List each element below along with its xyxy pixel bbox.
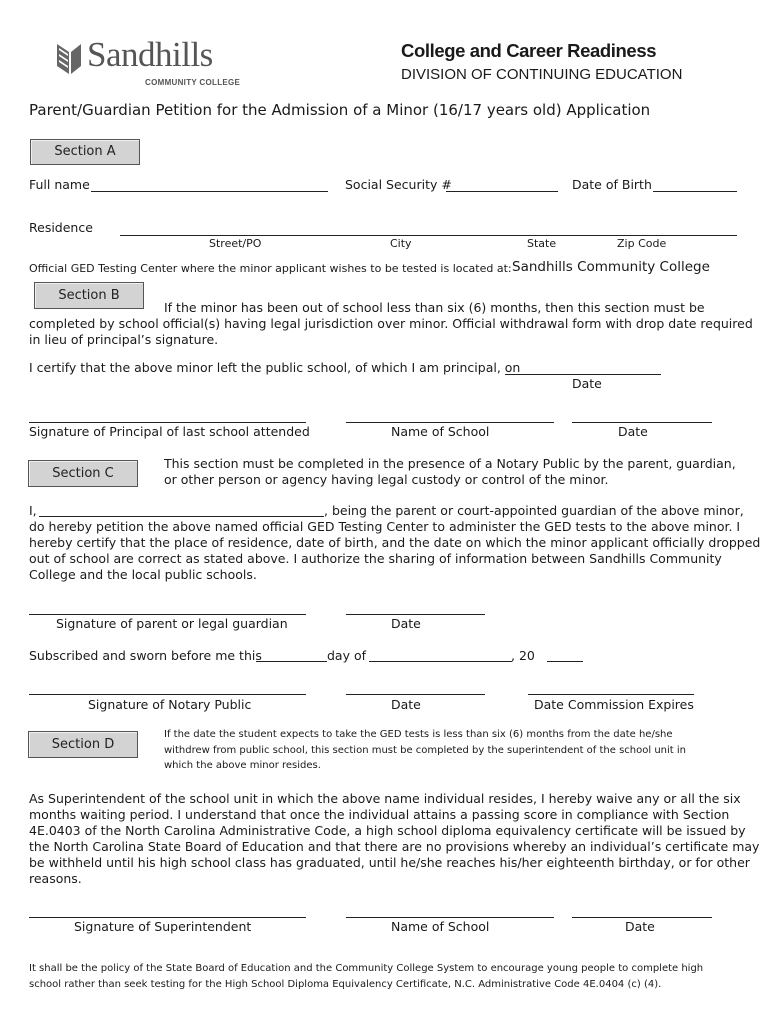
sworn-month-field[interactable]: [369, 661, 512, 662]
year-prefix: , 20: [511, 648, 535, 663]
sworn-day-field[interactable]: [256, 661, 327, 662]
petition-line-5: College and the local public schools.: [29, 567, 257, 582]
waiver-line-4: the North Carolina State Board of Education and that there are no provisions whereby an individual’s certificate may: [29, 839, 760, 854]
footer-line-2: school rather than seek testing for the High School Diploma Equivalency Certificate, N.C. Administrative Code 4E.0404 (c) (4).: [29, 979, 662, 990]
dob-field[interactable]: [653, 191, 737, 192]
parent-date-field[interactable]: [346, 614, 485, 615]
day-of-text: day of: [327, 648, 367, 663]
section-d-intro-1: If the date the student expects to take the GED tests is less than six (6) months from the date he/she: [164, 729, 673, 740]
superintendent-date-label: Date: [625, 919, 655, 934]
parent-date-label: Date: [391, 616, 421, 631]
section-b-intro-2: completed by school official(s) having legal jurisdiction over minor. Official withdrawal form with drop date required: [29, 316, 753, 331]
superintendent-signature-field[interactable]: [29, 917, 306, 918]
full-name-field[interactable]: [91, 191, 328, 192]
footer-line-1: It shall be the policy of the State Board of Education and the Community College System to encourage young people to complete high: [29, 963, 704, 974]
zip-label: Zip Code: [617, 237, 667, 250]
state-label: State: [527, 237, 557, 250]
leave-date-label: Date: [572, 376, 602, 391]
full-name-label: Full name: [29, 177, 90, 192]
principal-school-field[interactable]: [346, 422, 554, 423]
petition-line-2: do hereby petition the above named official GED Testing Center to administer the GED tests to the above minor. I: [29, 519, 741, 534]
ged-center-text: Official GED Testing Center where the minor applicant wishes to be tested is located at:: [29, 262, 512, 275]
petition-line-1: , being the parent or court-appointed guardian of the above minor,: [324, 503, 744, 518]
section-b-intro-1: If the minor has been out of school less than six (6) months, then this section must be: [164, 300, 705, 315]
waiver-line-3: 4E.0403 of the North Carolina Administrative Code, a high school diploma equivalency certificate will be issued by: [29, 823, 746, 838]
logo-mark-icon: [55, 42, 83, 76]
commission-label: Date Commission Expires: [534, 697, 694, 712]
notary-date-field[interactable]: [346, 694, 485, 695]
notary-signature-field[interactable]: [29, 694, 306, 695]
principal-signature-field[interactable]: [29, 422, 306, 423]
header-title: College and Career Readiness: [401, 40, 657, 61]
notary-date-label: Date: [391, 697, 421, 712]
waiver-line-6: reasons.: [29, 871, 82, 886]
section-d-intro-2: withdrew from public school, this section must be completed by the superintendent of the school unit in: [164, 745, 686, 756]
superintendent-signature-label: Signature of Superintendent: [74, 919, 252, 934]
parent-signature-field[interactable]: [29, 614, 306, 615]
superintendent-school-field[interactable]: [346, 917, 554, 918]
leave-date-field[interactable]: [505, 374, 661, 375]
principal-date-field[interactable]: [572, 422, 712, 423]
section-a-button[interactable]: Section A: [30, 139, 140, 165]
section-c-button[interactable]: Section C: [28, 460, 138, 487]
logo-name: Sandhills: [87, 35, 213, 74]
section-d-button[interactable]: Section D: [28, 731, 138, 758]
superintendent-date-field[interactable]: [572, 917, 712, 918]
waiver-line-1: As Superintendent of the school unit in which the above name individual resides, I hereby waive any or all the six: [29, 791, 741, 806]
residence-label: Residence: [29, 220, 93, 235]
sworn-year-field[interactable]: [547, 661, 583, 662]
college-logo: [55, 35, 245, 90]
ged-center-value: Sandhills Community College: [512, 259, 710, 275]
sworn-text: Subscribed and sworn before me this: [29, 648, 262, 663]
principal-signature-label: Signature of Principal of last school attended: [29, 424, 310, 439]
section-c-intro-2: or other person or agency having legal custody or control of the minor.: [164, 472, 609, 487]
waiver-line-2: months waiting period. I understand that once the individual attains a passing score in compliance with Section: [29, 807, 730, 822]
header-subtitle: DIVISION OF CONTINUING EDUCATION: [401, 66, 683, 83]
certify-text: I certify that the above minor left the public school, of which I am principal, on: [29, 360, 521, 375]
guardian-name-field[interactable]: [39, 516, 324, 517]
section-c-intro-1: This section must be completed in the presence of a Notary Public by the parent, guardian,: [164, 456, 736, 471]
section-d-intro-3: which the above minor resides.: [164, 760, 321, 771]
street-label: Street/PO: [209, 237, 262, 250]
city-label: City: [390, 237, 412, 250]
superintendent-school-label: Name of School: [391, 919, 490, 934]
ssn-field[interactable]: [446, 191, 558, 192]
section-b-intro-3: in lieu of principal’s signature.: [29, 332, 219, 347]
petition-line-3: hereby certify that the place of residence, date of birth, and the date on which the minor applicant officially dropped: [29, 535, 761, 550]
name-of-school-label: Name of School: [391, 424, 490, 439]
dob-label: Date of Birth: [572, 177, 652, 192]
section-b-button[interactable]: Section B: [34, 282, 144, 309]
i-label: I,: [29, 503, 37, 518]
waiver-line-5: be withheld until his high school class has graduated, until he/she reaches his/her eighteenth birthday, or for other: [29, 855, 750, 870]
petition-line-4: out of school are correct as stated above. I authorize the sharing of information between Sandhills Community: [29, 551, 722, 566]
residence-field[interactable]: [120, 235, 737, 236]
logo-subtitle: COMMUNITY COLLEGE: [145, 78, 241, 87]
commission-date-field[interactable]: [528, 694, 694, 695]
principal-date-label: Date: [618, 424, 648, 439]
parent-signature-label: Signature of parent or legal guardian: [56, 616, 288, 631]
form-title: Parent/Guardian Petition for the Admission of a Minor (16/17 years old) Application: [29, 101, 651, 119]
notary-signature-label: Signature of Notary Public: [88, 697, 252, 712]
ssn-label: Social Security #: [345, 177, 452, 192]
